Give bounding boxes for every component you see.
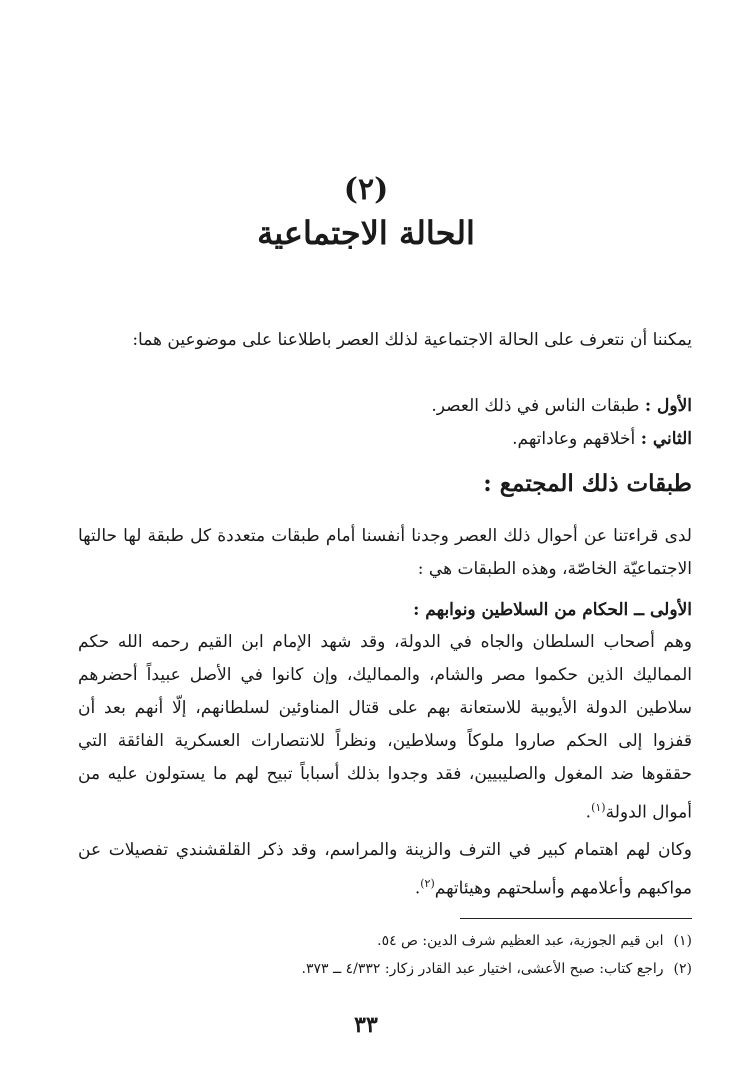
list-item-label: الأول : [644,396,692,416]
footnote-text: ابن قيم الجوزية، عبد العظيم شرف الدين: ص ٥٤. [377,933,664,949]
list-item-text: أخلاقهم وعاداتهم. [512,429,641,449]
section-text: لدى قراءتنا عن أحوال ذلك العصر وجدنا أنفسنا أمام طبقات متعددة كل طبقة لها حالتها الاجتماعيّة الخاصّة، وهذه الطبقات هي : [78,526,692,579]
luxury-text [78,834,692,906]
rulers-paragraph [78,626,692,830]
footnote-2 [302,958,692,980]
page-number: ٣٣ [354,1012,378,1038]
luxury-paragraph [78,834,692,906]
section-paragraph [78,520,692,586]
footnote-number: (٢) [673,961,692,977]
chapter-number: (٢) [343,172,389,207]
chapter-title: الحالة الاجتماعية [257,214,475,252]
intro-text: يمكننا أن نتعرف على الحالة الاجتماعية لذلك العصر باطلاعنا على موضوعين هما: [132,330,692,350]
list-item-first [431,390,692,423]
intro-paragraph [78,324,692,357]
list-item-label: الثاني : [640,429,692,449]
section-heading: طبقات ذلك المجتمع : [483,470,692,497]
footnote-number: (١) [673,933,692,949]
luxury-text-end: . [414,878,421,899]
rulers-text-end: . [585,802,592,823]
list-item-text: طبقات الناس في ذلك العصر. [431,396,645,416]
luxury-text-body: وكان لهم اهتمام كبير في الترف والزينة والمراسم، وقد ذكر القلقشندي تفصيلات عن مواكبهم وأعلامهم وأسلحتهم وهيئاتهم [78,840,692,899]
footnote-ref-2[interactable]: (٢) [420,877,435,890]
footnote-1 [377,930,692,952]
footnote-text: راجع كتاب: صبح الأعشى، اختيار عبد القادر زكار: ٤/٣٣٢ ــ ٣٧٣. [301,961,664,977]
sub-heading: الأولى ــ الحكام من السلاطين ونوابهم : [413,600,692,620]
footnote-ref-1[interactable]: (١) [591,801,606,814]
footnote-divider [460,918,692,919]
rulers-text [78,626,692,830]
list-item-second [512,423,692,456]
rulers-text-body: وهم أصحاب السلطان والجاه في الدولة، وقد شهد الإمام ابن القيم رحمه الله حكم المماليك الذين حكموا مصر والشام، والمماليك، وإن كانوا في الأصل عبيداً أحضرهم سلاطين الدولة الأيوبية للاستعانة بهم على قتال المناوئين لسلطانهم، إلّا أنهم بعد أن قفزوا إلى الحكم صاروا ملوكاً وسلاطين، ونظراً للانتصارات العسكرية الفائقة التي حققوها ضد المغول والصليبيين، فقد وجدوا بذلك أسباباً تبيح لهم ما يستولون عليه من أموال الدولة [78,632,692,823]
